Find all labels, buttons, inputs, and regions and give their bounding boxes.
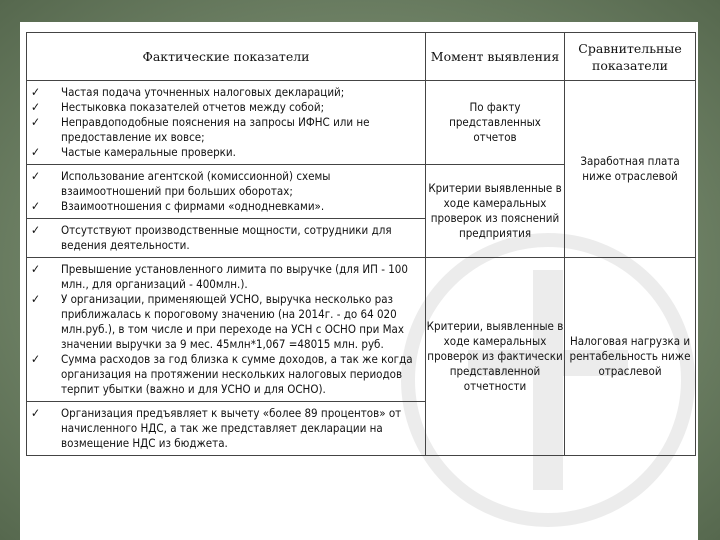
check-icon: ✓ (31, 145, 41, 159)
list-item: ✓ Частая подача уточненных налоговых деклараций; (31, 85, 345, 99)
list-item: ✓ Превышение установленного лимита по выручке (для ИП - 100 млн., для организаций - 400млн.). (31, 262, 408, 291)
group2-moment: Критерии выявленные в ходе камеральных проверок из пояснений предприятия (426, 165, 565, 258)
header-actual-indicators: Фактические показатели (27, 33, 426, 81)
list-item: ✓ Сумма расходов за год близка к сумме доходов, а так же когда организация на протяжении нескольких налоговых периодов терпит убытки (важно и для УСНО и для ОСНО). (31, 352, 413, 396)
header-comparative-indicators: Сравнительные показатели (565, 33, 696, 81)
group3-moment: Критерии, выявленные в ходе камеральных проверок из фактически представленной отчетности (426, 258, 565, 456)
list-item: ✓ У организации, применяющей УСНО, выручка несколько раз приближалась к пороговому значению (на 2014г. - до 64 020 млн.руб.), в том числе и при переходе на УСН с ОСНО при Max значении выручки за 9 мес. 45млн*1,067 =48015 млн. руб. (31, 292, 405, 351)
group2b-indicators (27, 219, 426, 258)
group1-indicators (27, 81, 426, 165)
list-item: ✓ Нестыковка показателей отчетов между собой; (31, 100, 325, 114)
check-icon: ✓ (31, 100, 41, 114)
document-sheet (20, 22, 698, 540)
check-icon: ✓ (31, 352, 41, 366)
check-icon: ✓ (31, 406, 41, 420)
list-item: ✓ Неправдоподобные пояснения на запросы ИФНС или не предоставление их вовсе; (31, 115, 370, 144)
check-icon: ✓ (31, 199, 41, 213)
header-detection-moment: Момент выявления (426, 33, 565, 81)
check-icon: ✓ (31, 85, 41, 99)
check-icon: ✓ (31, 292, 41, 306)
list-item: ✓ Отсутствуют производственные мощности, сотрудники для ведения деятельности. (31, 223, 392, 252)
check-icon: ✓ (31, 223, 41, 237)
group2-indicators (27, 165, 426, 219)
check-icon: ✓ (31, 262, 41, 276)
list-item: ✓ Использование агентской (комиссионной) схемы взаимоотношений при больших оборотах; (31, 169, 331, 198)
check-icon: ✓ (31, 169, 41, 183)
group3b-indicators (27, 402, 426, 456)
check-icon: ✓ (31, 115, 41, 129)
comparison-salary: Заработная плата ниже отраслевой (565, 81, 696, 258)
list-item: ✓ Организация предъявляет к вычету «более 89 процентов» от начисленного НДС, а так же представляет декларации на возмещение НДС из бюджета. (31, 406, 402, 450)
indicators-table (26, 32, 696, 456)
group3-indicators (27, 258, 426, 402)
comparison-tax-burden: Налоговая нагрузка и рентабельность ниже отраслевой (565, 258, 696, 456)
list-item: ✓ Частые камеральные проверки. (31, 145, 236, 159)
row-group-1 (27, 81, 696, 165)
group1-moment: По факту представленных отчетов (426, 81, 565, 165)
row-group-3a (27, 258, 696, 402)
list-item: ✓ Взаимоотношения с фирмами «однодневками». (31, 199, 325, 213)
table-header-row (27, 33, 696, 81)
